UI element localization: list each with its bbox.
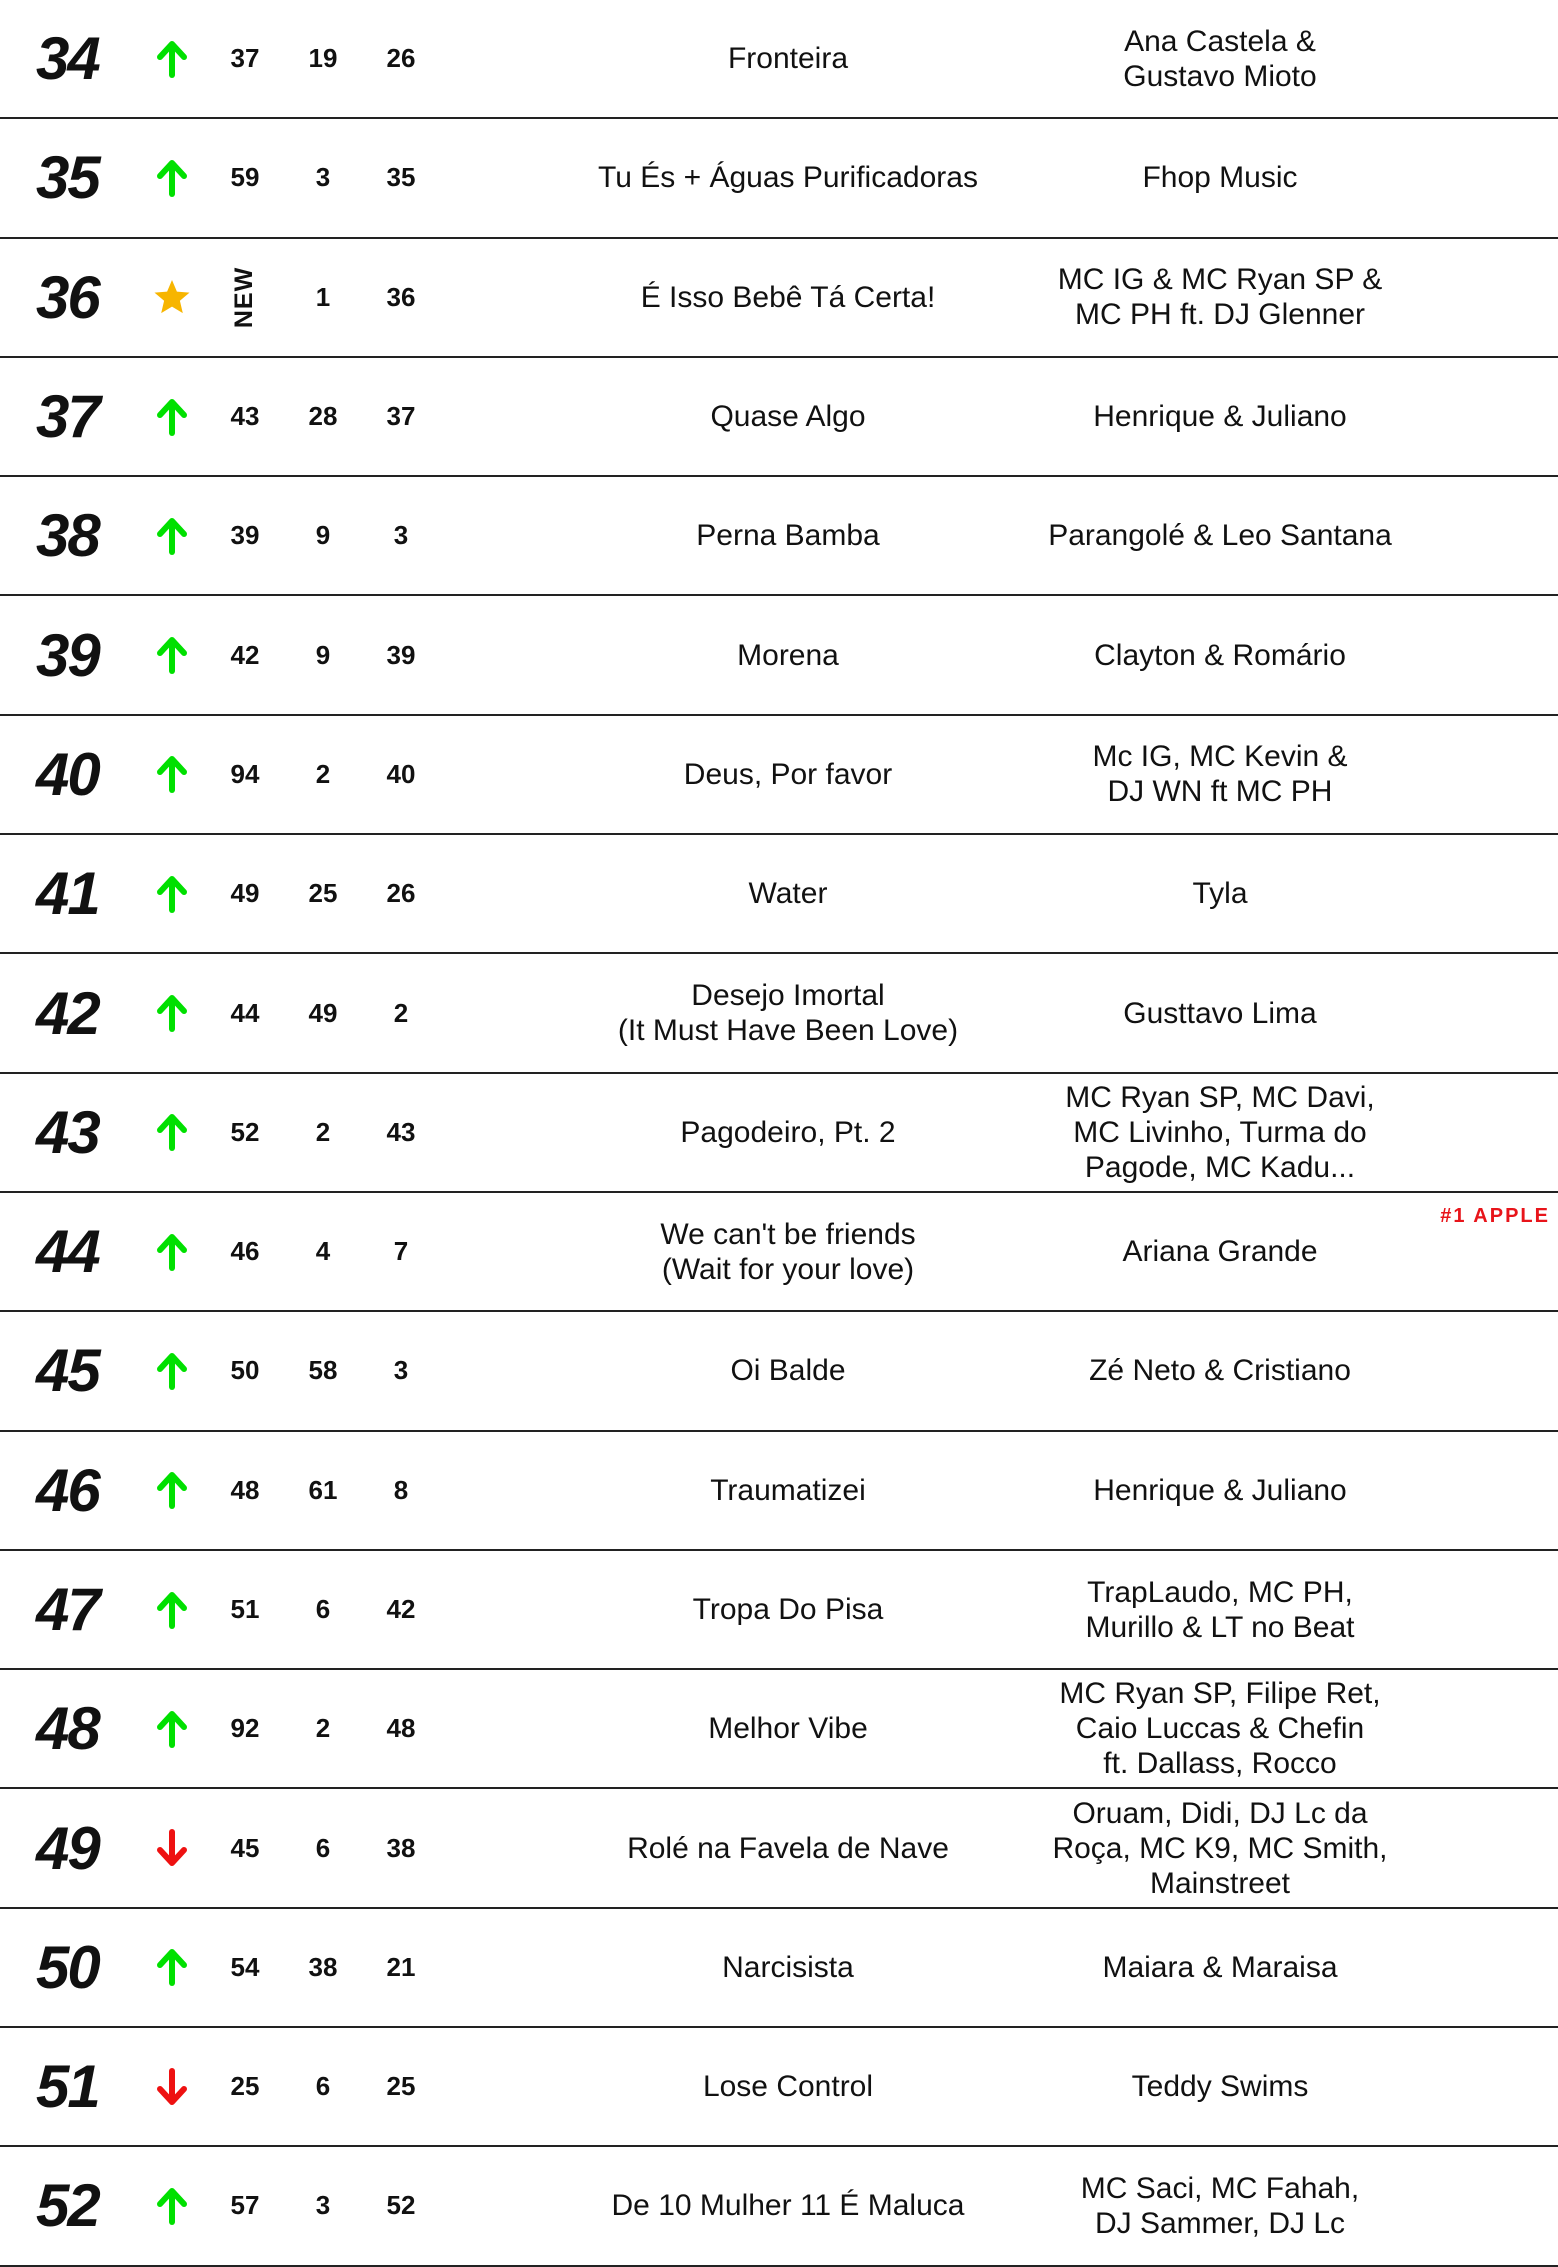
peak-position: 2 <box>315 1116 331 1147</box>
arrow-up-icon <box>152 993 192 1033</box>
weeks-on-chart: 37 <box>386 401 416 432</box>
rank-number: 44 <box>36 1218 99 1286</box>
last-week-position: 59 <box>230 162 260 193</box>
peak-position: 9 <box>315 639 331 670</box>
weeks-on-chart: 7 <box>393 1236 409 1267</box>
rank-number: 34 <box>36 25 99 93</box>
peak-position: 2 <box>315 1713 331 1744</box>
song-title: Fronteira <box>727 42 849 76</box>
trend-indicator <box>150 119 194 236</box>
trend-indicator <box>150 596 194 713</box>
song-title: Lose Control <box>702 2070 874 2104</box>
song-title: Narcisista <box>722 1950 854 1984</box>
trend-indicator <box>150 239 194 356</box>
last-week-position: 42 <box>230 639 260 670</box>
chart-row <box>0 358 1558 477</box>
last-week-position: 94 <box>230 758 260 789</box>
artist-name: Teddy Swims <box>1131 2070 1309 2104</box>
weeks-on-chart: 42 <box>386 1594 416 1624</box>
chart-row <box>0 954 1558 1073</box>
artist-name: Zé Neto & Cristiano <box>1089 1354 1351 1388</box>
artist-name: Henrique & Juliano <box>1093 1473 1347 1507</box>
weeks-on-chart: 38 <box>386 1832 416 1863</box>
weeks-on-chart: 48 <box>386 1713 416 1744</box>
song-title: Perna Bamba <box>696 519 880 553</box>
peak-position: 1 <box>315 281 331 312</box>
peak-position: 25 <box>308 878 338 909</box>
peak-position: 6 <box>315 1832 331 1863</box>
rank-number: 50 <box>36 1933 99 2001</box>
peak-position: 3 <box>315 2190 331 2221</box>
last-week-position: 48 <box>230 1474 260 1505</box>
song-title: Tu És + Águas Purificadoras <box>598 161 978 195</box>
artist-name: MC IG & MC Ryan SP & MC PH ft. DJ Glenner <box>1057 263 1383 332</box>
peak-position: 6 <box>315 2071 331 2102</box>
trend-indicator <box>150 1193 194 1310</box>
chart-row <box>0 596 1558 715</box>
artist-name: Ariana Grande <box>1122 1235 1318 1269</box>
rank-number: 39 <box>36 621 99 689</box>
trend-indicator <box>150 0 194 117</box>
last-week-position: 39 <box>230 520 260 551</box>
song-title: Rolé na Favela de Nave <box>627 1831 949 1865</box>
trend-indicator <box>150 1789 194 1906</box>
song-title: Melhor Vibe <box>708 1712 868 1746</box>
chart-row <box>0 239 1558 358</box>
arrow-down-icon <box>152 1828 192 1868</box>
artist-name: Oruam, Didi, DJ Lc da Roça, MC K9, MC Smith, Mainstreet <box>1052 1796 1388 1900</box>
song-title: Traumatizei <box>710 1473 866 1507</box>
chart-row <box>0 835 1558 954</box>
weeks-on-chart: 43 <box>386 1116 416 1147</box>
weeks-on-chart: 26 <box>386 878 416 909</box>
chart-row <box>0 1193 1558 1312</box>
new-entry-text: NEW <box>230 266 259 328</box>
arrow-up-icon <box>152 39 192 79</box>
rank-number: 43 <box>36 1098 99 1166</box>
arrow-up-icon <box>152 754 192 794</box>
arrow-up-icon <box>152 1709 192 1749</box>
artist-name: MC Ryan SP, Filipe Ret, Caio Luccas & Chefin ft. Dallass, Rocco <box>1059 1677 1381 1781</box>
weeks-on-chart: 3 <box>393 1355 409 1386</box>
artist-name: Fhop Music <box>1142 161 1298 195</box>
trend-indicator <box>150 1551 194 1668</box>
trend-indicator <box>150 2028 194 2145</box>
artist-name: Parangolé & Leo Santana <box>1048 519 1392 553</box>
artist-name: Clayton & Romário <box>1094 638 1346 672</box>
chart-row <box>0 0 1558 119</box>
rank-number: 38 <box>36 502 99 570</box>
last-week-position: 45 <box>230 1832 260 1863</box>
trend-indicator <box>150 2147 194 2264</box>
trend-indicator <box>150 954 194 1071</box>
rank-number: 40 <box>36 740 99 808</box>
weeks-on-chart: 40 <box>386 758 416 789</box>
artist-name: Mc IG, MC Kevin & DJ WN ft MC PH <box>1092 740 1348 809</box>
arrow-up-icon <box>152 397 192 437</box>
rank-number: 51 <box>36 2053 99 2121</box>
last-week-position: 43 <box>230 401 260 432</box>
last-week-position: 46 <box>230 1236 260 1267</box>
artist-name: Ana Castela & Gustavo Mioto <box>1123 24 1317 93</box>
rank-number: 42 <box>36 979 99 1047</box>
chart-row <box>0 1909 1558 2028</box>
peak-position: 9 <box>315 520 331 551</box>
song-title: We can't be friends (Wait for your love) <box>660 1217 916 1286</box>
rank-number: 48 <box>36 1695 99 1763</box>
weeks-on-chart: 36 <box>386 281 416 312</box>
arrow-up-icon <box>152 1232 192 1272</box>
arrow-up-icon <box>152 158 192 198</box>
arrow-up-icon <box>152 1590 192 1630</box>
chart-row <box>0 2147 1558 2266</box>
arrow-up-icon <box>152 874 192 914</box>
chart-row <box>0 1789 1558 1908</box>
weeks-on-chart: 2 <box>393 997 409 1028</box>
apple-number-one-badge: #1 APPLE <box>1440 1204 1550 1227</box>
artist-name: Henrique & Juliano <box>1093 400 1347 434</box>
trend-indicator <box>150 1312 194 1429</box>
weeks-on-chart: 3 <box>393 520 409 551</box>
rank-number: 46 <box>36 1456 99 1524</box>
new-entry-label <box>210 239 280 356</box>
peak-position: 61 <box>308 1474 338 1505</box>
arrow-up-icon <box>152 516 192 556</box>
peak-position: 38 <box>308 1951 338 1982</box>
peak-position: 3 <box>315 162 331 193</box>
weeks-on-chart: 35 <box>386 162 416 193</box>
chart-row <box>0 1312 1558 1431</box>
artist-name: MC Saci, MC Fahah, DJ Sammer, DJ Lc <box>1080 2171 1360 2240</box>
last-week-position: 54 <box>230 1951 260 1982</box>
star-icon <box>152 277 192 317</box>
weeks-on-chart: 26 <box>386 43 416 74</box>
rank-number: 41 <box>36 860 99 928</box>
trend-indicator <box>150 1909 194 2026</box>
peak-position: 28 <box>308 401 338 432</box>
rank-number: 47 <box>36 1576 99 1643</box>
chart-row <box>0 716 1558 835</box>
chart-row <box>0 1670 1558 1789</box>
song-title: Tropa Do Pisa <box>692 1593 884 1626</box>
last-week-position: 51 <box>230 1594 260 1624</box>
artist-name: Gusttavo Lima <box>1123 996 1317 1030</box>
song-title: De 10 Mulher 11 É Maluca <box>611 2189 965 2223</box>
rank-number: 35 <box>36 144 99 212</box>
peak-position: 6 <box>315 1594 331 1624</box>
weeks-on-chart: 25 <box>386 2071 416 2102</box>
song-title: Water <box>748 877 828 911</box>
rank-number: 45 <box>36 1337 99 1405</box>
song-title: Quase Algo <box>710 400 866 434</box>
trend-indicator <box>150 477 194 594</box>
arrow-up-icon <box>152 1947 192 1987</box>
song-title: Deus, Por favor <box>683 757 893 791</box>
weeks-on-chart: 52 <box>386 2190 416 2221</box>
song-title: Oi Balde <box>730 1354 846 1388</box>
chart-row <box>0 477 1558 596</box>
peak-position: 49 <box>308 997 338 1028</box>
rank-number: 49 <box>36 1814 99 1882</box>
last-week-position: 49 <box>230 878 260 909</box>
trend-indicator <box>150 835 194 952</box>
arrow-up-icon <box>152 635 192 675</box>
trend-indicator <box>150 1432 194 1549</box>
weeks-on-chart: 39 <box>386 639 416 670</box>
chart-row <box>0 1432 1558 1551</box>
rank-number: 37 <box>36 383 99 451</box>
artist-name: Maiara & Maraisa <box>1102 1950 1338 1984</box>
trend-indicator <box>150 1670 194 1787</box>
arrow-up-icon <box>152 1470 192 1510</box>
peak-position: 19 <box>308 43 338 74</box>
trend-indicator <box>150 358 194 475</box>
weeks-on-chart: 21 <box>386 1951 416 1982</box>
song-title: Morena <box>737 638 839 672</box>
last-week-position: 25 <box>230 2071 260 2102</box>
artist-name: MC Ryan SP, MC Davi, MC Livinho, Turma do Pagode, MC Kadu... <box>1065 1080 1375 1184</box>
peak-position: 4 <box>315 1236 331 1267</box>
last-week-position: 92 <box>230 1713 260 1744</box>
chart-row <box>0 119 1558 238</box>
peak-position: 2 <box>315 758 331 789</box>
weeks-on-chart: 8 <box>393 1474 409 1505</box>
last-week-position: 52 <box>230 1116 260 1147</box>
chart-row <box>0 1551 1558 1670</box>
song-title: É Isso Bebê Tá Certa! <box>640 280 936 314</box>
chart-row <box>0 2028 1558 2147</box>
last-week-position: 44 <box>230 997 260 1028</box>
song-title: Desejo Imortal (It Must Have Been Love) <box>617 979 959 1048</box>
arrow-up-icon <box>152 2186 192 2226</box>
last-week-position: 37 <box>230 43 260 74</box>
chart-row <box>0 1074 1558 1193</box>
arrow-up-icon <box>152 1351 192 1391</box>
trend-indicator <box>150 1074 194 1191</box>
arrow-down-icon <box>152 2067 192 2107</box>
artist-name: TrapLaudo, MC PH, Murillo & LT no Beat <box>1085 1575 1355 1644</box>
rank-number: 36 <box>36 263 99 331</box>
last-week-position: 50 <box>230 1355 260 1386</box>
song-title: Pagodeiro, Pt. 2 <box>680 1115 896 1149</box>
last-week-position: 57 <box>230 2190 260 2221</box>
rank-number: 52 <box>36 2172 99 2240</box>
arrow-up-icon <box>152 1112 192 1152</box>
trend-indicator <box>150 716 194 833</box>
artist-name: Tyla <box>1192 877 1248 911</box>
peak-position: 58 <box>308 1355 338 1386</box>
